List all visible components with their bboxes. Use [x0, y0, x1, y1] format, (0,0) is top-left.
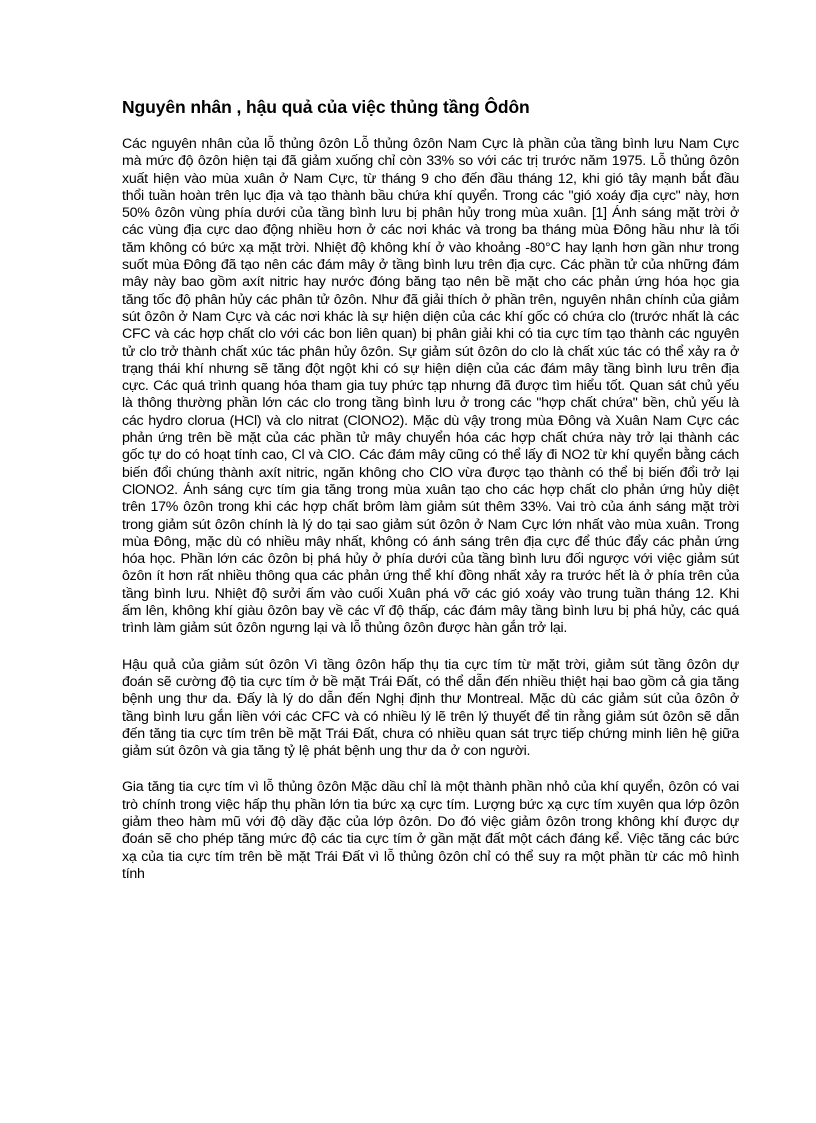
paragraph-uv-increase: Gia tăng tia cực tím vì lỗ thủng ôzôn Mặc dầu chỉ là một thành phần nhỏ của khí quyển, ôzôn có vai trò chính trong việc hấp thụ phần lớn tia bức xạ cực tím. Lượng bức xạ cực tím xuyên qua lớp ôzôn giảm theo hàm mũ với độ dầy đặc của lớp ôzôn. Do đó việc giảm ôzôn trong không khí được dự đoán sẽ cho phép tăng mức độ các tia cực tím ở gần mặt đất một cách đáng kể. Việc tăng các bức xạ của tia cực tím trên bề mặt Trái Đất vì lỗ thủng ôzôn chỉ có thể suy ra một phần từ các mô hình tính [122, 779, 739, 882]
document-title: Nguyên nhân , hậu quả của việc thủng tầng Ôdôn [122, 97, 530, 117]
document-page [122, 96, 739, 883]
paragraph-consequences: Hậu quả của giảm sút ôzôn Vì tầng ôzôn hấp thụ tia cực tím từ mặt trời, giảm sút tầng ôzôn dự đoán sẽ cường độ tia cực tím ở bề mặt Trái Đất, có thể dẫn đến nhiều thiệt hại bao gồm cả gia tăng bệnh ung thư da. Đấy là lý do dẫn đến Nghị định thư Montreal. Mặc dù các giảm sút của ôzôn ở tầng bình lưu gắn liền với các CFC và có nhiều lý lẽ trên lý thuyết để tin rằng giảm sút ôzôn sẽ dẫn đến tăng tia cực tím trên bề mặt Trái Đất, chưa có nhiều quan sát trực tiếp chứng minh liên hệ giữa giảm sút ôzôn và gia tăng tỷ lệ phát bệnh ung thư da ở con người. [122, 656, 739, 760]
paragraph-causes: Các nguyên nhân của lỗ thủng ôzôn Lỗ thủng ôzôn Nam Cực là phần của tầng bình lưu Nam Cực mà mức độ ôzôn hiện tại đã giảm xuống chỉ còn 33% so với các trị trước năm 1975. Lỗ thủng ôzôn xuất hiện vào mùa xuân ở Nam Cực, từ tháng 9 cho đến đầu tháng 12, khi gió tây mạnh bắt đầu thổi tuần hoàn trên lục địa và tạo thành bầu chứa khí quyển. Trong các "gió xoáy địa cực" này, hơn 50% ôzôn vùng phía dưới của tầng bình lưu bị phân hủy trong mùa xuân. [1] Ánh sáng mặt trời ở các vùng địa cực dao động nhiều hơn ở các nơi khác và trong ba tháng mùa Đông hầu như là tối tăm không có bức xạ mặt trời. Nhiệt độ không khí ở vào khoảng -80°C hay lạnh hơn gần như trong suốt mùa Đông đã tạo nên các đám mây ở tầng bình lưu trên địa cực. Các phần tử của những đám mây này bao gồm axít nitric hay nước đóng băng tạo nên bề mặt cho các phản ứng hóa học gia tăng tốc độ phân hủy các phân tử ôzôn. Như đã giải thích ở phần trên, nguyên nhân chính của giảm sút ôzôn ở Nam Cực và các nơi khác là sự hiện diện của các khí gốc có chứa clo (trước nhất là các CFC và các hợp chất clo với các bon liên quan) bị phân giải khi có tia cực tím tạo thành các nguyên tử clo trở thành chất xúc tác phân hủy ôzôn. Sự giảm sút ôzôn do clo là chất xúc tác có thể xảy ra ở trạng thái khí nhưng sẽ tăng đột ngột khi có sự hiện diện của các đám mây tầng bình lưu trên địa cực. Các quá trình quang hóa tham gia tuy phức tạp nhưng đã được tìm hiểu tốt. Quan sát chủ yếu là thông thường phần lớn các clo trong tầng bình lưu ở trong các "hợp chất chứa" bền, chủ yếu là các hydro clorua (HCl) và clo nitrat (ClONO2). Mặc dù vậy trong mùa Đông và Xuân Nam Cực các phản ứng trên bề mặt của các phần tử mây chuyển hóa các hợp chất chứa này trở lại thành các gốc tự do có hoạt tính cao, Cl và ClO. Các đám mây cũng có thể lấy đi NO2 từ khí quyển bằng cách biến đổi chúng thành axít nitric, ngăn không cho ClO vừa được tạo thành có thể bị biến đổi trở lại ClONO2. Ánh sáng cực tím gia tăng trong mùa xuân tạo cho các hợp chất clo phản ứng hủy diệt trên 17% ôzôn trong khi các hợp chất brôm làm giảm sút thêm 33%. Vai trò của ánh sáng mặt trời trong giảm sút ôzôn chính là lý do tại sao giảm sút ôzôn ở Nam Cực lớn nhất vào mùa xuân. Trong mùa Đông, mặc dù có nhiều mây nhất, không có ánh sáng trên địa cực để thúc đẩy các phản ứng hóa học. Phần lớn các ôzôn bị phá hủy ở phía dưới của tầng bình lưu đối ngược với việc giảm sút ôzôn ít hơn rất nhiều thông qua các phản ứng thể khí đồng nhất xảy ra trước hết là ở phía trên của tầng bình lưu. Nhiệt độ sưởi ấm vào cuối Xuân phá vỡ các gió xoáy vào trung tuần tháng 12. Khi ấm lên, không khí giàu ôzôn bay về các vĩ độ thấp, các đám mây tầng bình lưu bị phá hủy, các quá trình làm giảm sút ôzôn ngưng lại và lỗ thủng ôzôn được hàn gắn trở lại. [122, 136, 739, 637]
